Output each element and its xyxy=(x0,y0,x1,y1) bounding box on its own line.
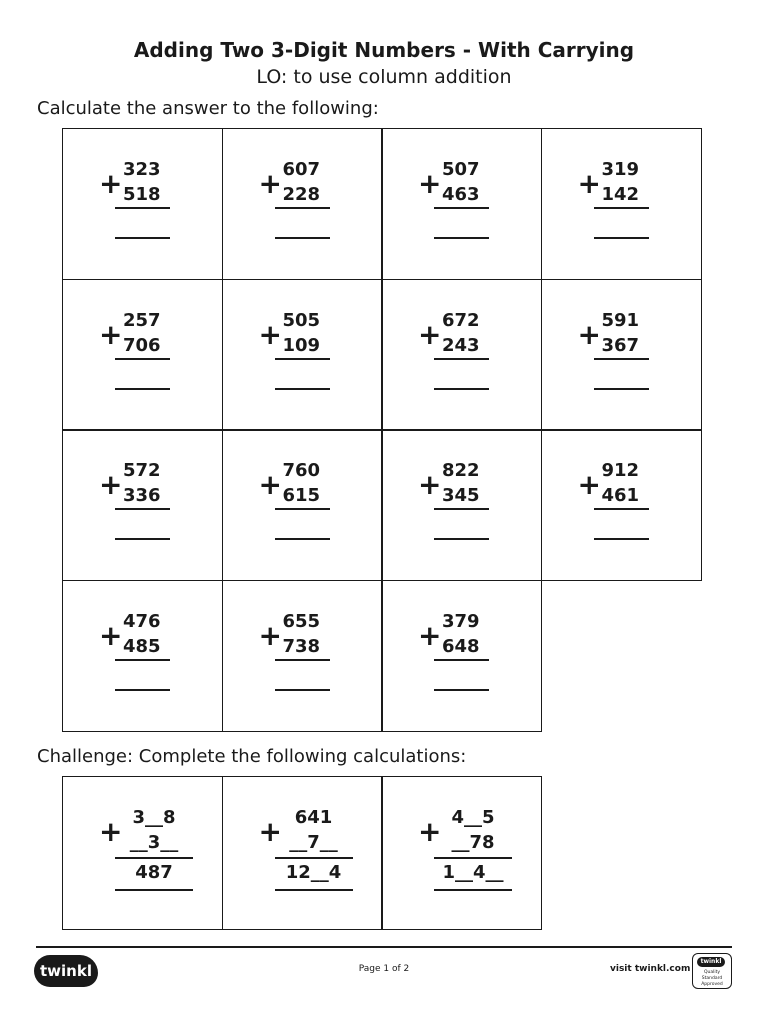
problem-cell xyxy=(541,128,702,280)
problem-cell xyxy=(381,279,542,431)
answer-blank[interactable] xyxy=(594,538,649,540)
challenge-bottom[interactable]: __7__ xyxy=(289,832,338,853)
addend-top: 507 xyxy=(442,159,480,180)
challenge-bottom[interactable]: __3__ xyxy=(129,832,179,853)
addend-top: 591 xyxy=(601,309,640,331)
sum-line xyxy=(594,508,649,510)
sum-line xyxy=(115,659,170,661)
plus-sign: + xyxy=(99,618,123,652)
twinkl-logo: twinkl xyxy=(34,955,98,987)
problem-cell xyxy=(62,580,223,732)
addend-top: 319 xyxy=(601,159,640,180)
challenge-top[interactable]: 4__5 xyxy=(451,807,495,828)
sum-line xyxy=(115,857,193,859)
answer-blank[interactable] xyxy=(275,237,330,239)
addend-top: 912 xyxy=(601,460,640,481)
sum-line xyxy=(594,358,649,360)
problem-cell xyxy=(222,279,383,431)
answer-blank[interactable] xyxy=(434,388,489,390)
addend-top: 822 xyxy=(442,460,480,481)
addend-top: 476 xyxy=(123,610,161,632)
footer-divider xyxy=(36,946,732,948)
plus-sign: + xyxy=(418,815,442,848)
plus-sign: + xyxy=(577,167,601,200)
plus-sign: + xyxy=(99,468,123,501)
empty-cell xyxy=(541,580,702,732)
addend-top: 505 xyxy=(282,309,321,331)
problem-cell xyxy=(62,279,223,431)
addend-bottom: 109 xyxy=(282,334,321,356)
addend-bottom: 648 xyxy=(442,635,480,657)
plus-sign: + xyxy=(258,468,282,501)
plus-sign: + xyxy=(99,815,123,848)
sum-line xyxy=(275,358,330,360)
answer-blank[interactable] xyxy=(434,689,489,691)
sum-line xyxy=(275,207,330,209)
sum-line xyxy=(434,857,512,859)
problem-cell xyxy=(222,580,383,732)
answer-blank[interactable] xyxy=(434,538,489,540)
plus-sign: + xyxy=(418,167,442,200)
sum-line xyxy=(275,508,330,510)
addend-top: 572 xyxy=(123,460,161,481)
challenge-bottom[interactable]: __78 xyxy=(451,832,495,853)
visit-link[interactable]: visit twinkl.com xyxy=(610,964,691,974)
plus-sign: + xyxy=(418,618,442,652)
problem-cell xyxy=(381,580,542,732)
answer-blank[interactable] xyxy=(115,538,170,540)
problem-cell xyxy=(222,128,383,280)
page-number: Page 1 of 2 xyxy=(358,964,410,974)
addend-bottom: 367 xyxy=(601,334,640,356)
plus-sign: + xyxy=(99,167,123,200)
addend-bottom: 228 xyxy=(282,184,321,205)
addend-top: 323 xyxy=(123,159,161,180)
problem-cell xyxy=(541,279,702,431)
plus-sign: + xyxy=(258,317,282,351)
challenge-grid xyxy=(62,776,540,928)
sum-line xyxy=(594,207,649,209)
sum-line xyxy=(434,358,489,360)
sum-line xyxy=(275,659,330,661)
answer-blank[interactable] xyxy=(115,237,170,239)
problem-cell xyxy=(222,429,383,581)
answer-blank[interactable] xyxy=(594,237,649,239)
problem-cell xyxy=(381,429,542,581)
plus-sign: + xyxy=(258,815,282,848)
result-underline xyxy=(115,889,193,891)
addend-top: 607 xyxy=(282,159,321,180)
plus-sign: + xyxy=(577,317,601,351)
plus-sign: + xyxy=(418,317,442,351)
addend-bottom: 738 xyxy=(282,635,321,657)
answer-blank[interactable] xyxy=(275,538,330,540)
challenge-top[interactable]: 3__8 xyxy=(132,807,176,828)
answer-blank[interactable] xyxy=(434,237,489,239)
plus-sign: + xyxy=(258,167,282,200)
challenge-top[interactable]: 641 xyxy=(294,807,333,828)
challenge-cell xyxy=(62,776,223,930)
addend-bottom: 336 xyxy=(123,485,161,506)
addend-bottom: 518 xyxy=(123,184,161,205)
problem-cell xyxy=(62,429,223,581)
main-instruction: Calculate the answer to the following: xyxy=(37,98,379,119)
problem-cell xyxy=(381,128,542,280)
learning-objective: LO: to use column addition xyxy=(256,66,512,88)
result-underline xyxy=(434,889,512,891)
challenge-cell xyxy=(381,776,542,930)
result-underline xyxy=(275,889,353,891)
addend-top: 655 xyxy=(282,610,321,632)
answer-blank[interactable] xyxy=(115,388,170,390)
addend-top: 672 xyxy=(442,309,480,331)
sum-line xyxy=(434,659,489,661)
addend-bottom: 706 xyxy=(123,334,161,356)
page-title: Adding Two 3-Digit Numbers - With Carrying xyxy=(133,38,635,62)
quality-badge xyxy=(692,953,732,989)
problem-cell xyxy=(541,429,702,581)
addend-bottom: 485 xyxy=(123,635,161,657)
challenge-result[interactable]: 1__4__ xyxy=(442,862,504,883)
addend-bottom: 463 xyxy=(442,184,480,205)
sum-line xyxy=(115,508,170,510)
addend-top: 760 xyxy=(282,460,321,481)
plus-sign: + xyxy=(258,618,282,652)
addend-bottom: 142 xyxy=(601,184,640,205)
sum-line xyxy=(115,358,170,360)
challenge-result[interactable]: 487 xyxy=(135,862,173,883)
challenge-instruction: Challenge: Complete the following calculations: xyxy=(37,746,467,767)
problem-cell xyxy=(62,128,223,280)
challenge-result[interactable]: 12__4 xyxy=(285,862,342,883)
challenge-cell xyxy=(222,776,383,930)
answer-blank[interactable] xyxy=(115,689,170,691)
addend-bottom: 243 xyxy=(442,334,480,356)
badge-brand: twinkl xyxy=(697,957,725,967)
addend-bottom: 345 xyxy=(442,485,480,506)
addend-top: 257 xyxy=(123,309,161,331)
sum-line xyxy=(434,508,489,510)
addend-top: 379 xyxy=(442,610,480,632)
sum-line xyxy=(434,207,489,209)
answer-blank[interactable] xyxy=(275,388,330,390)
answer-blank[interactable] xyxy=(275,689,330,691)
badge-text: Quality Standard Approved xyxy=(701,970,723,987)
addend-bottom: 461 xyxy=(601,485,640,506)
sum-line xyxy=(115,207,170,209)
problem-grid xyxy=(62,128,700,730)
answer-blank[interactable] xyxy=(594,388,649,390)
sum-line xyxy=(275,857,353,859)
plus-sign: + xyxy=(99,317,123,351)
plus-sign: + xyxy=(577,468,601,501)
addend-bottom: 615 xyxy=(282,485,321,506)
plus-sign: + xyxy=(418,468,442,501)
